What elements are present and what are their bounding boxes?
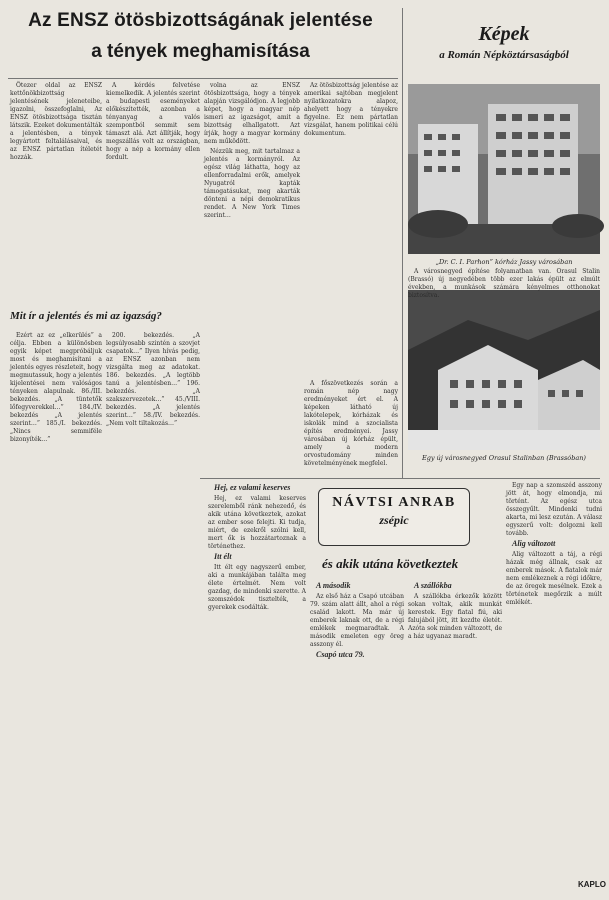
feature-title-box: [318, 488, 470, 546]
photo-text: [408, 268, 600, 299]
paragraph: [310, 651, 404, 660]
headline-line1: Az ENSZ ötösbizottságának jelentése: [28, 10, 373, 31]
article-column-5: [10, 332, 102, 882]
feature-title: NÁVTSI ANRAB: [332, 495, 456, 510]
feature-subtitle: zsépic: [379, 513, 409, 527]
inline-head: Hej, ez valami keserves: [214, 483, 291, 492]
paragraph: Hej, ez valami keserves szerelemből ránk nehezedő, és akik utána következtek, azokat az ember sose felejti. Ki tudja, miért, de ezekről szólni kell, mert ők is hozzátartoznak a történethez.: [208, 495, 306, 550]
headline-line2: a tények meghamisítása: [91, 41, 310, 62]
inline-head: Alig változott: [512, 539, 556, 548]
paragraph: Nézzük meg, mit tartalmaz a jelentés a kormányról. Az egész világ láthatta, hogy az ellenforradalmi erők, amelyek Nyugatról kapták támogatásukat, meg akarták dönteni a népi demokratikus rendet. A New York Times szerint…: [204, 148, 300, 219]
inline-head: A szállókba: [414, 581, 452, 590]
photo-hospital: [408, 84, 600, 254]
column-rule: [402, 8, 403, 478]
paragraph: A kérdés felvetése kiemelkedik. A jelentés szerint a budapesti eseményeket előkészítették, azonban a tényanyag a valós szempontból semmit sem támaszt alá. Azt állítják, hogy megszállás volt az országban, hogy a nép a kormány ellen fordult.: [106, 82, 200, 161]
paragraph: Az első ház a Csapó utcában 79. szám alatt állt, ahol a régi család lakott. Ma már új emberek laknak ott, de a régi emlékek megmaradtak. A második emeleten egy öreg asszony él.: [310, 593, 404, 648]
headline-rule: [8, 78, 398, 79]
district-photo-graphic: [408, 290, 600, 450]
side-header-big: Képek: [478, 23, 530, 45]
article-column-2: [106, 82, 200, 304]
article-column-3: [204, 82, 300, 462]
side-header-small: a Román Népköztársaságból: [439, 49, 569, 61]
paragraph: Egy nap a szomszéd asszony jött át, hogy elmondja, mi történt. Az egész utca összegyűlt. Mindenki tudni akarta, mi lesz ezután. A válasz egyszerű volt: dolgozni kell tovább.: [506, 482, 602, 537]
inline-head: Itt élt: [214, 552, 232, 561]
paragraph: A főszövetkezés során a román nép nagy eredményeket ért el. A képeken látható új lakótelepek, kórházak és iskolák mind a szocialista építés eredményei. Jassy városában új kórház épült, amely a modern orvostudomány minden követelményének megfelel.: [304, 380, 398, 467]
paragraph: [208, 553, 306, 562]
story-column-4: [506, 482, 602, 878]
paragraph: 200. bekezdés. „A legsúlyosabb szintén a szovjet csapatok…” Ilyen hívás pedig, az ENSZ azonban nem vizsgálta meg az adatokat. 186. bekezdés. „A legtöbb tanú a jelentésben…” 196. bekezdés. „A szakszervezetek…” 45./VIII. bekezdés. „A jelentés szerint…” 58./IV. bekezdés. „Nem volt tiltakozás…”: [106, 332, 200, 427]
story-column-3: [408, 582, 502, 882]
paragraph: Ötezer oldal az ENSZ kettőnökbizottság jelentésének jeleneteibe, igazolni, összefoglalni, Az ENSZ ötösbizottsága tisztán látszik. Ezeket dokumentálták a jelentésben, a tények legyártott feltalálásaival, és az ENSZ pártatlan ítéletét hozzák.: [10, 82, 102, 161]
article-subhead: Mit ír a jelentés és mi az igazság?: [10, 310, 162, 322]
paragraph: volna az ENSZ ötösbizottsága, hogy a tények alapján vizsgálódjon. A legjobb képet, hogy a magyar nép ismeri az igazságot, amit a bizottság elhallgatott. Azt írják, hogy a magyar kormány nem működött.: [204, 82, 300, 145]
paragraph: Itt élt egy nagyszerű ember, aki a munkájában találta meg élete értelmét. Nem volt gazdag, de mindenki szerette. A szomszédok tisztelték, a gyerekek csodálták.: [208, 564, 306, 611]
article-column-1: [10, 82, 102, 304]
main-headline: [8, 8, 393, 76]
paragraph: Alig változott a táj, a régi házak még állnak, csak az emberek mások. A fiatalok már nem emlékeznek a régi időkre, de az öregek mesélnek. Ezek a történetek megőrzik a múlt emlékét.: [506, 551, 602, 606]
paragraph: A szállókba érkezők között sokan voltak, akik munkát kerestek. Egy fiatal fiú, aki falujából jött, itt kezdte életét. Azóta sok minden változott, de a ház ugyanaz maradt.: [408, 593, 502, 640]
paragraph: [506, 540, 602, 549]
side-header: [406, 22, 602, 78]
article-column-6: [106, 332, 200, 882]
footer-masthead: KAPLO: [578, 880, 606, 889]
paragraph: A városnegyed építése folyamatban van. Orasul Stalin (Brassó) új negyedében több ezer lakás épült az elmúlt években, a munkások számára kényelmes otthonokat biztosítva.: [408, 268, 600, 299]
paragraph: [408, 582, 502, 591]
paragraph: Az ötösbizottság jelentése az amerikai sajtóban megjelent nyilatkozatokra alapoz, ahelyett hogy a tényekre figyelne. Ez nem pártatlan vizsgálat, hanem politikai célú dokumentum.: [304, 82, 398, 137]
photo-caption-1: „Dr. C. I. Parhon” kórház Jassy városában: [435, 258, 573, 266]
inline-head: A második: [316, 581, 351, 590]
feature-headline: és akik utána következtek: [322, 556, 459, 571]
photo-caption-2: Egy új városnegyed Orasul Stalinban (Brassóban): [422, 454, 586, 462]
photo-district: [408, 290, 600, 450]
paragraph: [310, 582, 404, 591]
hospital-photo-graphic: [408, 84, 600, 254]
section-rule: [200, 478, 600, 479]
paragraph: Ezért az ez „elkerülés” a célja. Ebben a különösben egyik képet megpróbáljuk most és meghamisítani a jelentés egyes részleteit, hogy megmutassuk, hogy a jelentés kijelentései nem valóságos tényeken alapulnak. 86./III. bekezdés. „A tüntetők lőfegyverekkel…” 184./IV. bekezdés „A jelentés szerint…” 185./I. bekezdés. „Nincs semmiféle bizonyíték…”: [10, 332, 102, 443]
paragraph: [208, 484, 306, 493]
inline-head: Csapó utca 79.: [316, 650, 365, 659]
story-column-1: [208, 484, 306, 884]
article-column-4b: [304, 380, 398, 472]
story-column-2: [310, 582, 404, 882]
